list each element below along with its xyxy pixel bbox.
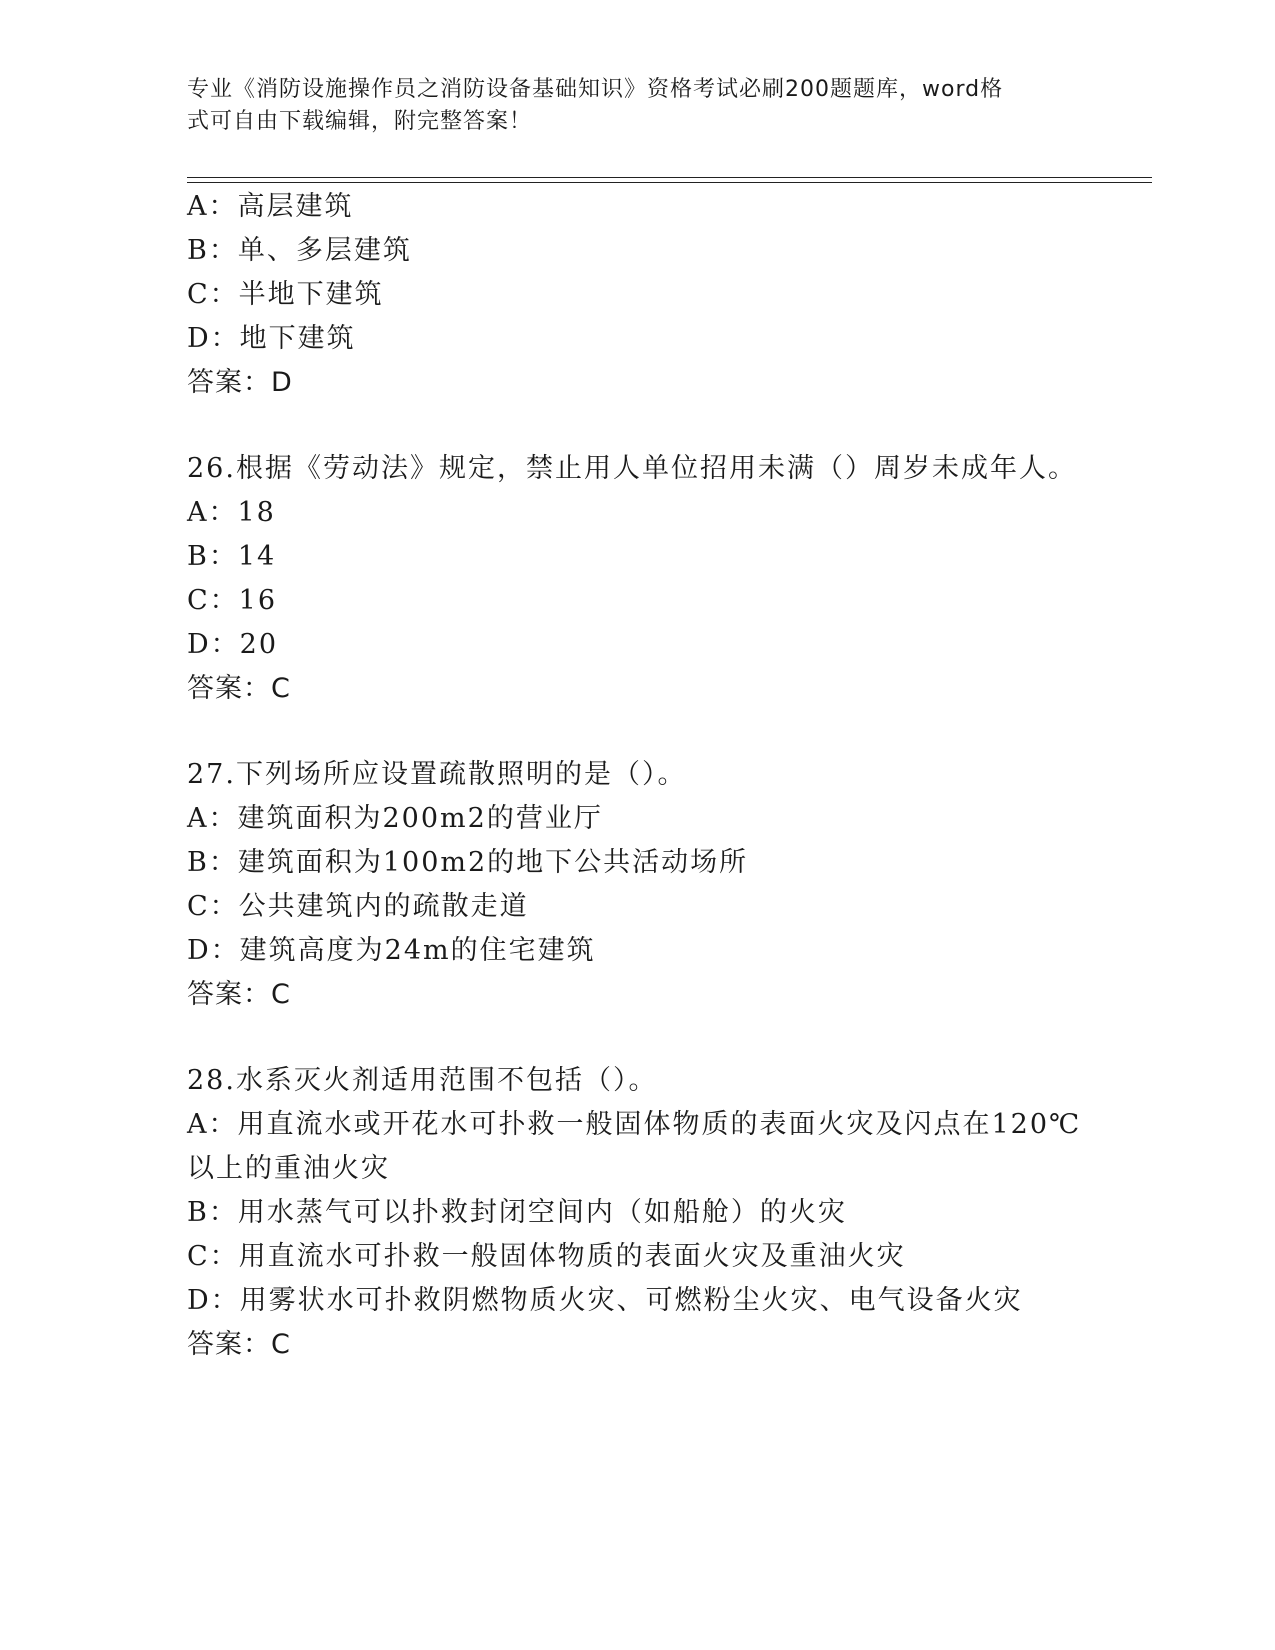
answer: 答案：C xyxy=(187,673,291,704)
header-rule-top xyxy=(187,177,1152,178)
option-a-continued: 以上的重油火灾 xyxy=(187,1153,390,1184)
option-b: B：用水蒸气可以扑救封闭空间内（如船舱）的火灾 xyxy=(187,1197,847,1228)
option-a: A：高层建筑 xyxy=(187,191,354,222)
header-line-2: 式可自由下载编辑，附完整答案！ xyxy=(187,109,533,134)
answer: 答案：C xyxy=(187,979,291,1010)
answer: 答案：D xyxy=(187,367,293,398)
option-c: C：公共建筑内的疏散走道 xyxy=(187,891,529,922)
option-c: C：16 xyxy=(187,585,278,616)
option-a: A：18 xyxy=(187,497,276,528)
option-c: C：用直流水可扑救一般固体物质的表面火灾及重油火灾 xyxy=(187,1241,906,1272)
option-d: D：用雾状水可扑救阴燃物质火灾、可燃粉尘火灾、电气设备火灾 xyxy=(187,1285,1023,1316)
option-d: D：地下建筑 xyxy=(187,323,356,354)
option-a: A：用直流水或开花水可扑救一般固体物质的表面火灾及闪点在120℃ xyxy=(187,1109,1082,1140)
option-b: B：14 xyxy=(187,541,277,572)
option-d: D：建筑高度为24m的住宅建筑 xyxy=(187,935,596,966)
answer: 答案：C xyxy=(187,1329,291,1360)
question-text: 27.下列场所应设置疏散照明的是（）。 xyxy=(187,759,687,790)
question-text: 28.水系灭火剂适用范围不包括（）。 xyxy=(187,1065,658,1096)
header-rule-bottom xyxy=(187,182,1152,183)
option-b: B：建筑面积为100m2的地下公共活动场所 xyxy=(187,847,749,878)
option-d: D：20 xyxy=(187,629,279,660)
option-c: C：半地下建筑 xyxy=(187,279,384,310)
option-a: A：建筑面积为200m2的营业厅 xyxy=(187,803,603,834)
header-line-1: 专业《消防设施操作员之消防设备基础知识》资格考试必刷200题题库，word格 xyxy=(187,77,1004,102)
question-text: 26.根据《劳动法》规定，禁止用人单位招用未满（）周岁未成年人。 xyxy=(187,453,1077,484)
option-b: B：单、多层建筑 xyxy=(187,235,412,266)
document-header xyxy=(187,74,1067,138)
